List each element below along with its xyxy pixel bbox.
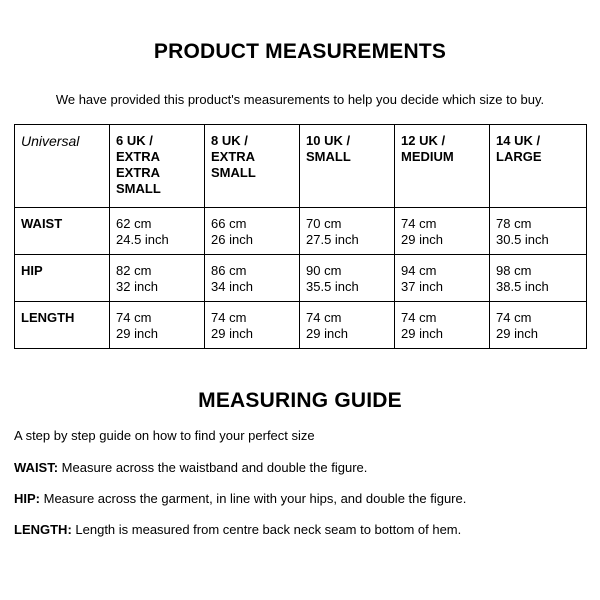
- size-header: [300, 125, 395, 208]
- inch-value: 37 inch: [401, 279, 443, 294]
- inch-value: 29 inch: [496, 326, 538, 341]
- measurement-cell: [205, 208, 300, 255]
- inch-value: 29 inch: [306, 326, 348, 341]
- size-header-line: SMALL: [116, 181, 161, 196]
- measurement-cell: [395, 255, 490, 302]
- cm-value: 74 cm: [211, 310, 247, 325]
- cm-value: 74 cm: [401, 216, 437, 231]
- measurement-cell: [300, 208, 395, 255]
- inch-value: 29 inch: [116, 326, 158, 341]
- inch-value: 29 inch: [401, 326, 443, 341]
- inch-value: 29 inch: [401, 232, 443, 247]
- guide-length-label: LENGTH:: [14, 522, 72, 537]
- size-header: [205, 125, 300, 208]
- cm-value: 94 cm: [401, 263, 437, 278]
- inch-value: 32 inch: [116, 279, 158, 294]
- cm-value: 62 cm: [116, 216, 152, 231]
- cm-value: 74 cm: [116, 310, 152, 325]
- size-header-line: SMALL: [306, 149, 351, 164]
- size-header: [110, 125, 205, 208]
- size-header-line: 14 UK /: [496, 133, 541, 148]
- inch-value: 27.5 inch: [306, 232, 359, 247]
- cm-value: 74 cm: [306, 310, 342, 325]
- page-title: PRODUCT MEASUREMENTS: [153, 40, 447, 63]
- cm-value: 86 cm: [211, 263, 247, 278]
- guide-hip: [14, 491, 466, 506]
- size-header-line: EXTRA: [211, 149, 256, 164]
- cm-value: 82 cm: [116, 263, 152, 278]
- guide-hip-text: Measure across the garment, in line with your hips, and double the figure.: [40, 491, 467, 506]
- size-header-line: 6 UK /: [116, 133, 153, 148]
- measurement-cell: [395, 302, 490, 349]
- cm-value: 74 cm: [496, 310, 532, 325]
- cm-value: 90 cm: [306, 263, 342, 278]
- inch-value: 38.5 inch: [496, 279, 549, 294]
- size-header-line: EXTRA: [116, 165, 161, 180]
- row-label: LENGTH: [15, 302, 110, 349]
- cm-value: 98 cm: [496, 263, 532, 278]
- universal-label: Universal: [15, 125, 110, 208]
- measurement-cell: [490, 255, 587, 302]
- inch-value: 26 inch: [211, 232, 253, 247]
- measurement-cell: [490, 208, 587, 255]
- row-label: WAIST: [15, 208, 110, 255]
- size-header: [395, 125, 490, 208]
- inch-value: 29 inch: [211, 326, 253, 341]
- table-row-length: [15, 302, 587, 349]
- measurement-cell: [395, 208, 490, 255]
- table-row-waist: [15, 208, 587, 255]
- size-header-line: 10 UK /: [306, 133, 351, 148]
- table-row-hip: [15, 255, 587, 302]
- guide-length: [14, 522, 461, 537]
- measurement-cell: [205, 255, 300, 302]
- guide-waist: [14, 460, 367, 475]
- guide-waist-text: Measure across the waistband and double the figure.: [58, 460, 368, 475]
- size-header-line: EXTRA: [116, 149, 161, 164]
- cm-value: 70 cm: [306, 216, 342, 231]
- guide-hip-label: HIP:: [14, 491, 40, 506]
- cm-value: 74 cm: [401, 310, 437, 325]
- inch-value: 34 inch: [211, 279, 253, 294]
- measurement-cell: [205, 302, 300, 349]
- size-header-line: SMALL: [211, 165, 256, 180]
- row-label: HIP: [15, 255, 110, 302]
- measurement-cell: [490, 302, 587, 349]
- table-header-row: [15, 125, 587, 208]
- measurement-cell: [110, 255, 205, 302]
- size-header: [490, 125, 587, 208]
- cm-value: 78 cm: [496, 216, 532, 231]
- size-header-line: MEDIUM: [401, 149, 454, 164]
- measurement-cell: [300, 302, 395, 349]
- size-header-line: 8 UK /: [211, 133, 248, 148]
- guide-length-text: Length is measured from centre back neck seam to bottom of hem.: [71, 522, 462, 537]
- measurement-cell: [110, 302, 205, 349]
- cm-value: 66 cm: [211, 216, 247, 231]
- size-header-line: 12 UK /: [401, 133, 446, 148]
- intro-text: We have provided this product's measurements to help you decide which size to buy.: [55, 92, 545, 107]
- guide-title: MEASURING GUIDE: [198, 389, 402, 412]
- size-chart-table: [14, 124, 587, 349]
- inch-value: 30.5 inch: [496, 232, 549, 247]
- measurement-cell: [300, 255, 395, 302]
- guide-waist-label: WAIST:: [14, 460, 59, 475]
- guide-subtitle: A step by step guide on how to find your perfect size: [14, 428, 315, 443]
- size-header-line: LARGE: [496, 149, 542, 164]
- measurement-cell: [110, 208, 205, 255]
- inch-value: 24.5 inch: [116, 232, 169, 247]
- inch-value: 35.5 inch: [306, 279, 359, 294]
